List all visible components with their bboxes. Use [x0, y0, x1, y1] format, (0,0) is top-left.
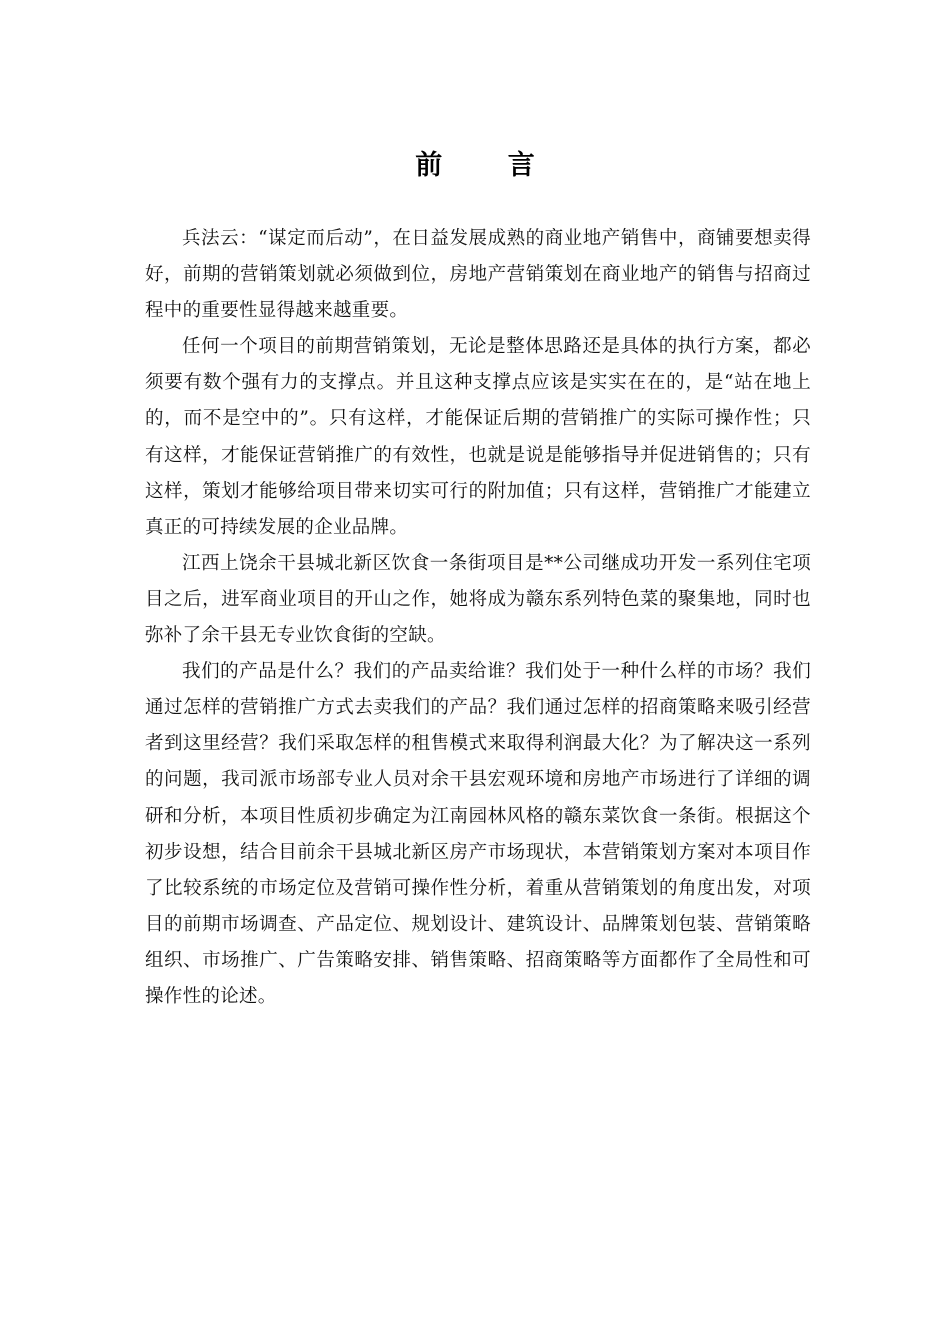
paragraph-3: 江西上饶余干县城北新区饮食一条街项目是**公司继成功开发一系列住宅项目之后，进军商业项目的开山之作，她将成为赣东系列特色菜的聚集地，同时也弥补了余干县无专业饮食街的空缺。: [145, 552, 811, 647]
page-title: 前 言: [415, 150, 563, 182]
paragraph-1: 兵法云：“谋定而后动”，在日益发展成熟的商业地产销售中，商铺要想卖得好，前期的营销策划就必须做到位，房地产营销策划在商业地产的销售与招商过程中的重要性显得越来越重要。: [145, 228, 811, 322]
paragraph-2: 任何一个项目的前期营销策划，无论是整体思路还是具体的执行方案，都必须要有数个强有力的支撑点。并且这种支撑点应该是实实在在的，是“站在地上的，而不是空中的”。只有这样，才能保证后期的营销推广的实际可操作性；只有这样，才能保证营销推广的有效性，也就是说是能够指导并促进销售的；只有这样，策划才能够给项目带来切实可行的附加值；只有这样，营销推广才能建立真正的可持续发展的企业品牌。: [145, 336, 811, 538]
paragraph-4: 我们的产品是什么？我们的产品卖给谁？我们处于一种什么样的市场？我们通过怎样的营销推广方式去卖我们的产品？我们通过怎样的招商策略来吸引经营者到这里经营？我们采取怎样的租售模式来取得利润最大化？为了解决这一系列的问题，我司派市场部专业人员对余干县宏观环境和房地产市场进行了详细的调研和分析，本项目性质初步确定为江南园林风格的赣东菜饮食一条街。根据这个初步设想，结合目前余干县城北新区房产市场现状，本营销策划方案对本项目作了比较系统的市场定位及营销可操作性分析，着重从营销策划的角度出发，对项目的前期市场调查、产品定位、规划设计、建筑设计、品牌策划包装、营销策略组织、市场推广、广告策略安排、销售策略、招商策略等方面都作了全局性和可操作性的论述。: [145, 661, 811, 1007]
document-body: [145, 221, 811, 1015]
